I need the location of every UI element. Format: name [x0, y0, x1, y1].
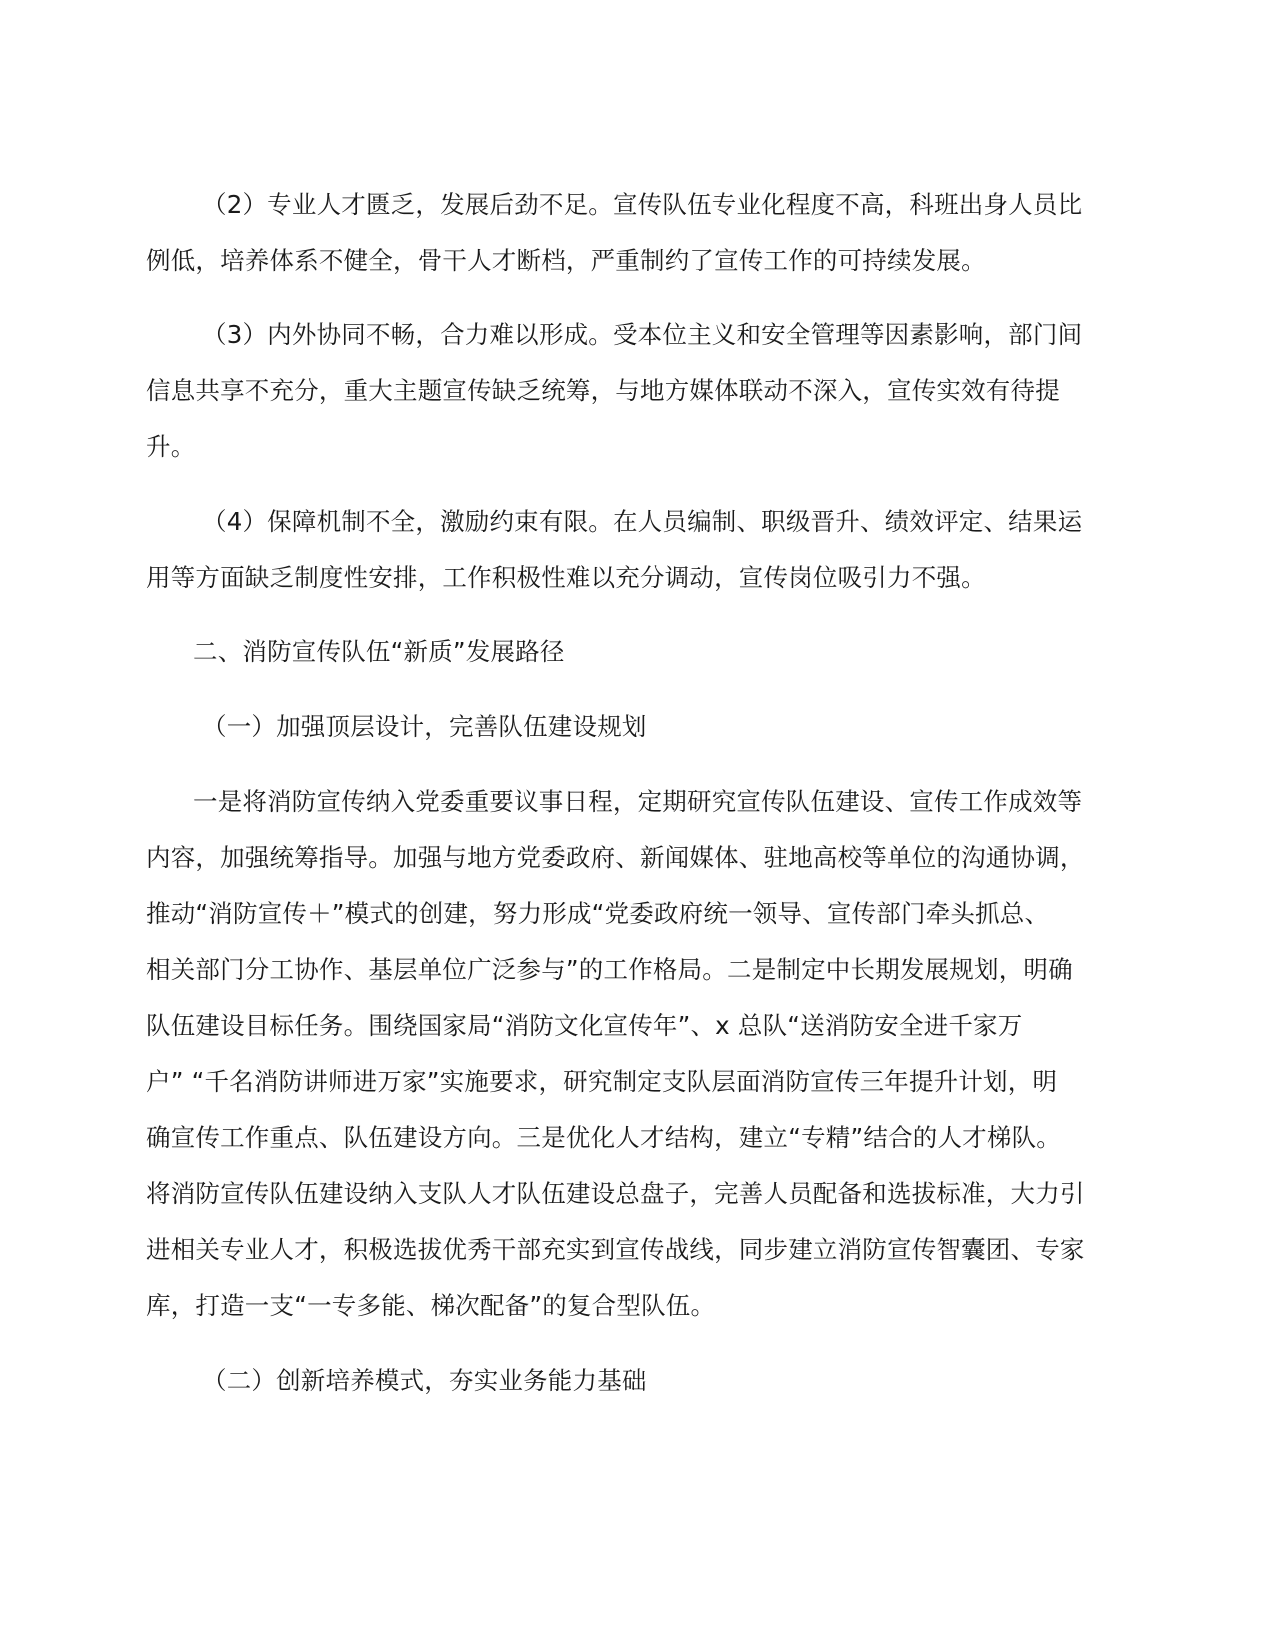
paragraph-2-line-2: 例低，培养体系不健全，骨干人才断档，严重制约了宣传工作的可持续发展。	[146, 246, 986, 275]
section-heading: 二、消防宣传队伍“新质”发展路径	[193, 637, 565, 666]
paragraph-2-line-1: （2）专业人才匮乏，发展后劲不足。宣传队伍专业化程度不高，科班出身人员比	[202, 190, 1083, 219]
body-line-5: 队伍建设目标任务。围绕国家局“消防文化宣传年”、x 总队“送消防安全进千家万	[146, 1011, 1023, 1040]
paragraph-4-line-2: 用等方面缺乏制度性安排，工作积极性难以充分调动，宣传岗位吸引力不强。	[146, 563, 986, 592]
paragraph-3-line-2: 信息共享不充分，重大主题宣传缺乏统筹，与地方媒体联动不深入，宣传实效有待提	[146, 376, 1060, 405]
subsection-heading-2: （二）创新培养模式，夯实业务能力基础	[202, 1366, 647, 1395]
paragraph-3-line-1: （3）内外协同不畅，合力难以形成。受本位主义和安全管理等因素影响，部门间	[202, 320, 1083, 349]
body-line-10: 库，打造一支“一专多能、梯次配备”的复合型队伍。	[146, 1291, 716, 1320]
subsection-heading-1: （一）加强顶层设计，完善队伍建设规划	[202, 712, 647, 741]
body-line-8: 将消防宣传队伍建设纳入支队人才队伍建设总盘子，完善人员配备和选拔标准，大力引	[146, 1179, 1085, 1208]
body-line-9: 进相关专业人才，积极选拔优秀干部充实到宣传战线，同步建立消防宣传智囊团、专家	[146, 1235, 1085, 1264]
paragraph-4-line-1: （4）保障机制不全，激励约束有限。在人员编制、职级晋升、绩效评定、结果运	[202, 507, 1083, 536]
paragraph-3-line-3: 升。	[146, 432, 196, 461]
body-line-3: 推动“消防宣传＋”模式的创建，努力形成“党委政府统一领导、宣传部门牵头抓总、	[146, 899, 1050, 928]
body-line-4: 相关部门分工协作、基层单位广泛参与”的工作格局。二是制定中长期发展规划，明确	[146, 955, 1073, 984]
body-line-1: 一是将消防宣传纳入党委重要议事日程，定期研究宣传队伍建设、宣传工作成效等	[193, 787, 1083, 816]
body-line-2: 内容，加强统筹指导。加强与地方党委政府、新闻媒体、驻地高校等单位的沟通协调，	[146, 843, 1085, 872]
body-line-7: 确宣传工作重点、队伍建设方向。三是优化人才结构，建立“专精”结合的人才梯队。	[146, 1123, 1061, 1152]
body-line-6: 户” “千名消防讲师进万家”实施要求，研究制定支队层面消防宣传三年提升计划，明	[146, 1067, 1058, 1096]
